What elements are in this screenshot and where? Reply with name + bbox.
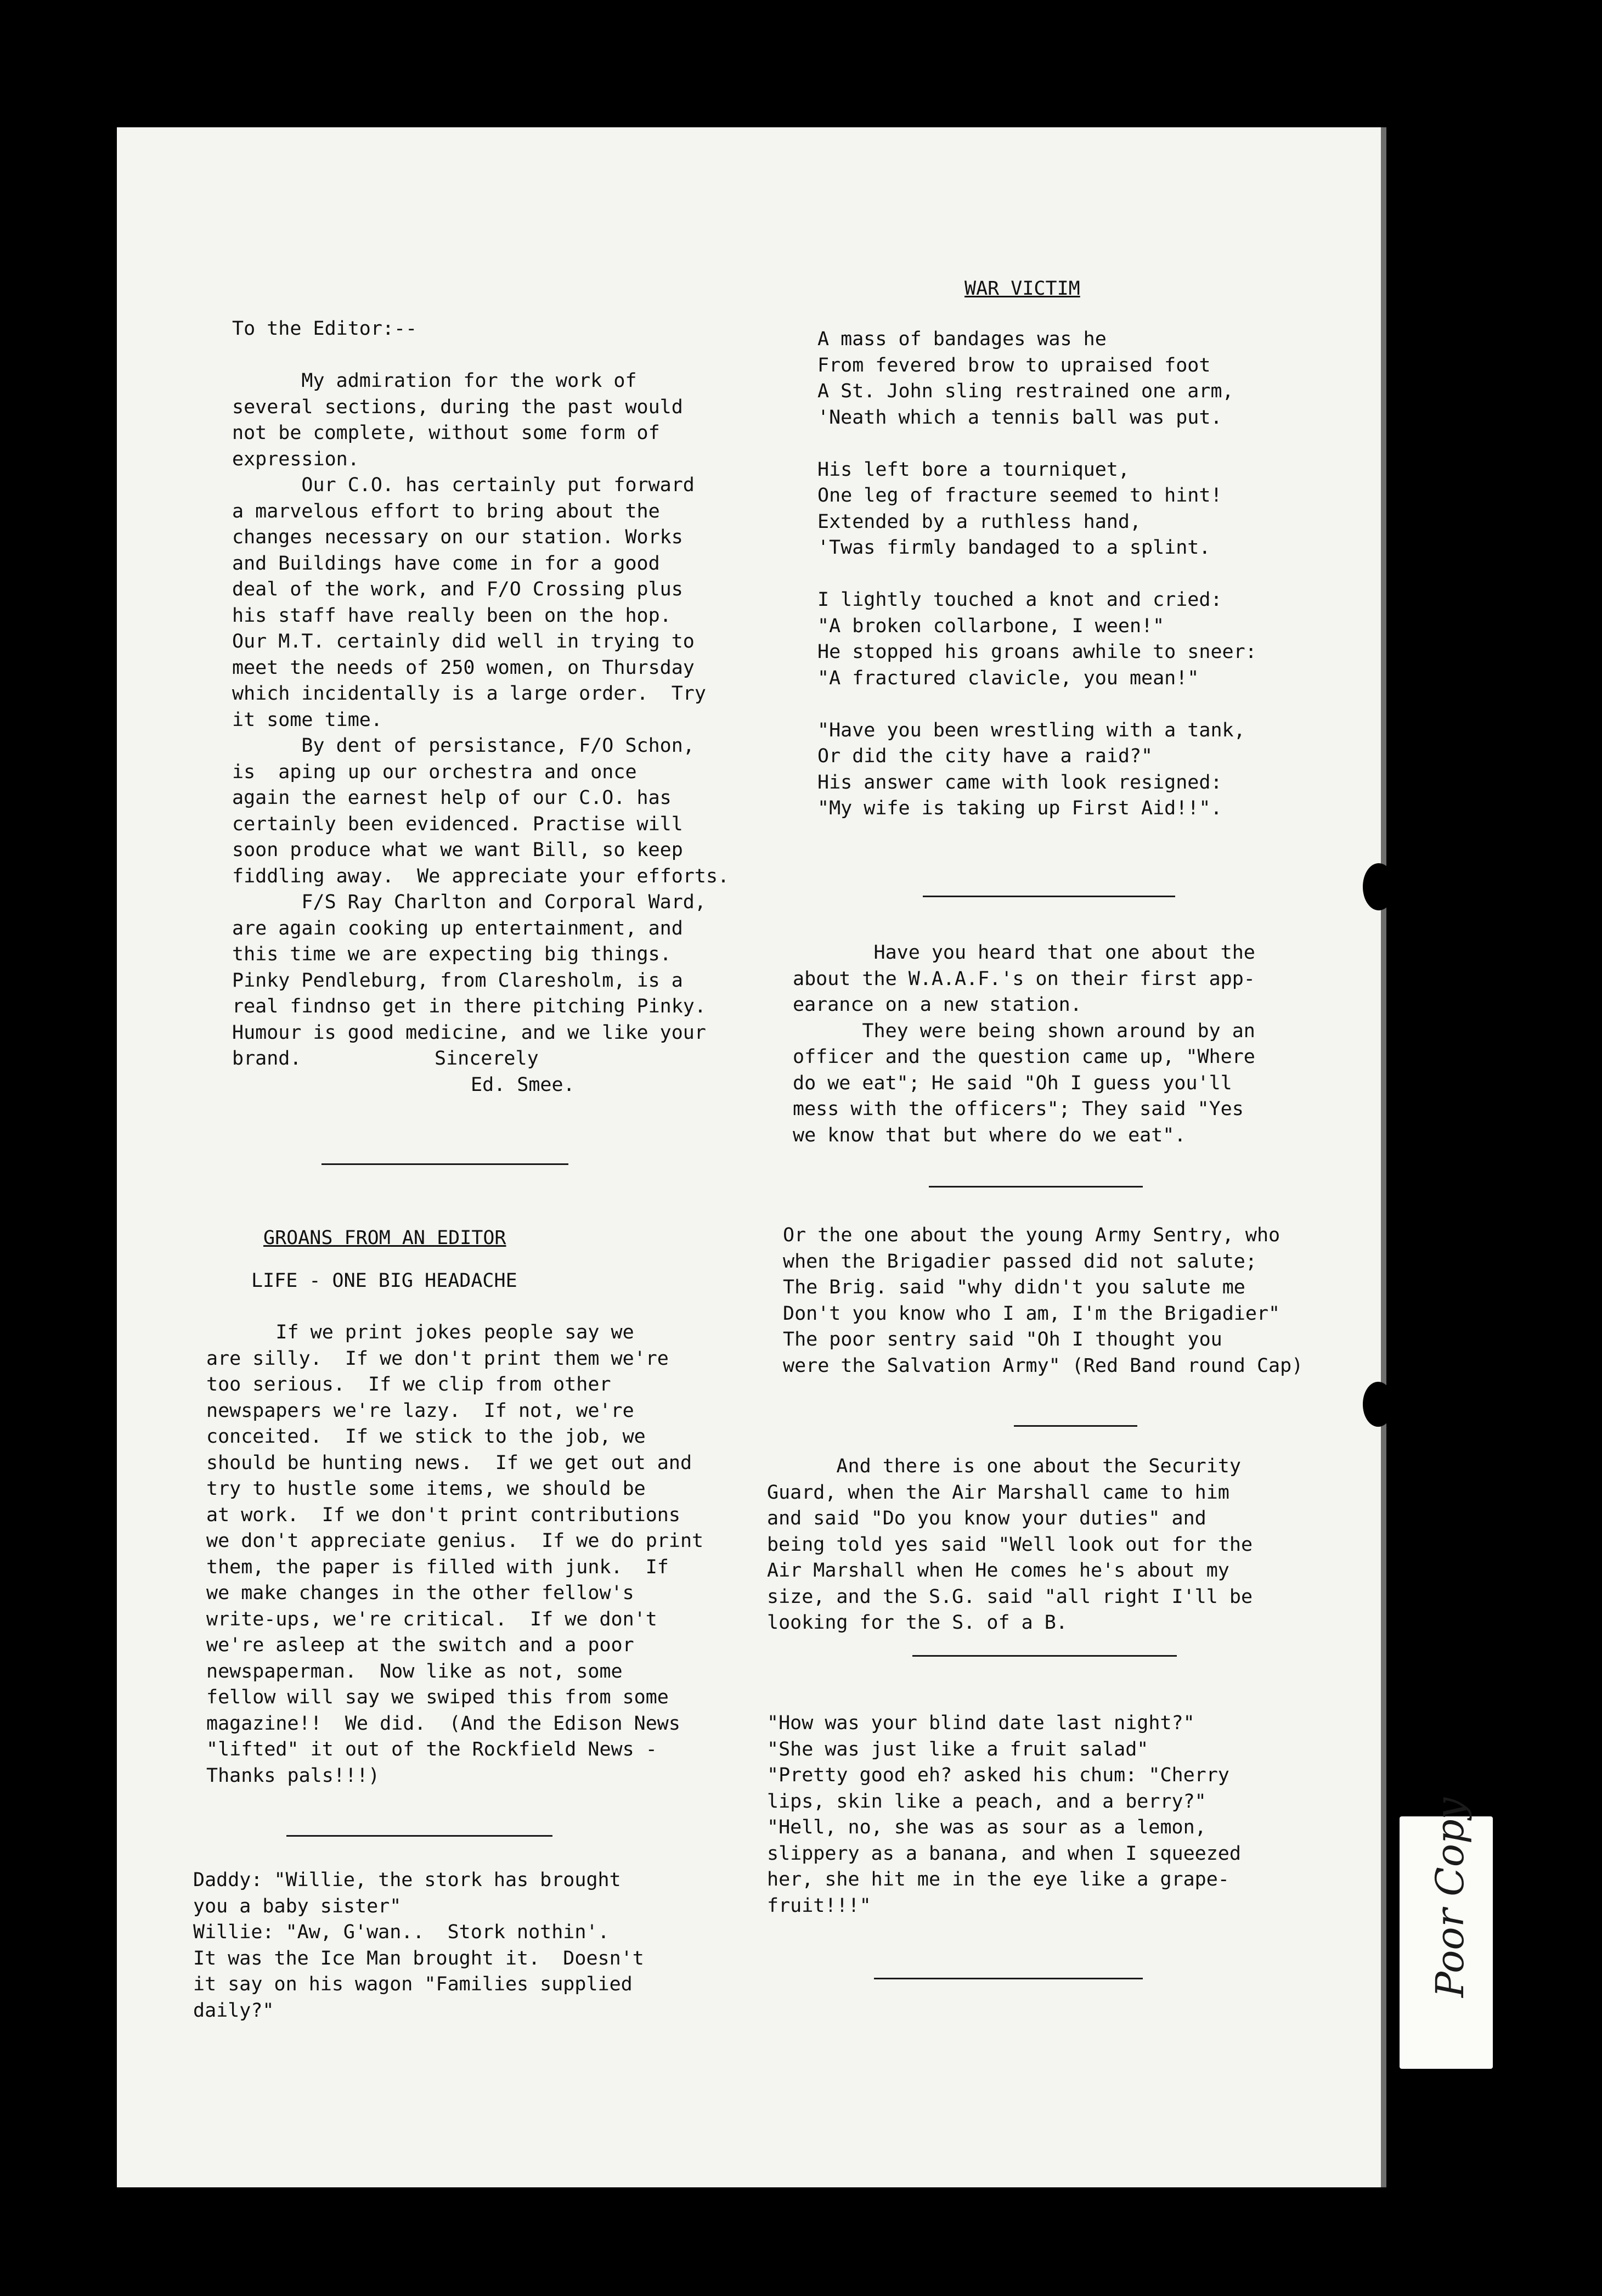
poem-line: 'Twas firmly bandaged to a splint. [817, 537, 1211, 559]
divider-rule [286, 1835, 552, 1837]
war-victim-title: WAR VICTIM [964, 278, 1080, 300]
groans-line: newspaperman. Now like as not, some [206, 1660, 623, 1682]
waaf-joke [793, 940, 1255, 1149]
poem-line: From fevered brow to upraised foot [817, 354, 1211, 376]
letter-line: a marvelous effort to bring about the [232, 500, 660, 522]
groans-line: should be hunting news. If we get out and [206, 1451, 692, 1474]
groans-line: try to hustle some items, we should be [206, 1478, 646, 1500]
groans-line: fellow will say we swiped this from some [206, 1686, 669, 1708]
poem-line: "A fractured clavicle, you mean!" [817, 667, 1199, 689]
letter-closing: Sincerely [435, 1048, 539, 1070]
poem-line: He stopped his groans awhile to sneer: [817, 641, 1257, 663]
waaf-joke-line: about the W.A.A.F.'s on their first app- [793, 967, 1255, 990]
war-victim-poem [817, 327, 1257, 822]
sentry-joke-line: were the Salvation Army" (Red Band round Cap) [783, 1354, 1304, 1377]
daddy-joke [193, 1867, 644, 2024]
divider-rule [1014, 1425, 1137, 1427]
poem-line: I lightly touched a knot and cried: [817, 589, 1222, 611]
poem-line [817, 691, 1257, 718]
letter-line: To the Editor:-- [232, 318, 418, 340]
groans-line: conceited. If we stick to the job, we [206, 1426, 646, 1448]
security-joke-line: size, and the S.G. said "all right I'll be [767, 1585, 1253, 1608]
security-joke-line: Air Marshall when He comes he's about my [767, 1560, 1229, 1582]
blind-date-joke-line: her, she hit me in the eye like a grape- [767, 1869, 1229, 1890]
letter-line: My admiration for the work of [232, 370, 637, 392]
groans-line: magazine!! We did. (And the Edison News [206, 1712, 680, 1735]
divider-rule [321, 1163, 568, 1165]
blind-date-joke-line: fruit!!!" [767, 1894, 871, 1917]
letter-line: certainly been evidenced. Practise will [232, 813, 683, 835]
poem-line: "My wife is taking up First Aid!!". [817, 797, 1222, 819]
poem-line: Extended by a ruthless hand, [817, 510, 1142, 533]
sentry-joke-line: when the Brigadier passed did not salute; [783, 1250, 1257, 1273]
ink-blot [1363, 1382, 1394, 1427]
letter-line [232, 342, 729, 369]
blind-date-joke-line: "She was just like a fruit salad" [767, 1738, 1149, 1760]
daddy-joke-line: daily?" [193, 1999, 274, 2022]
security-joke-line: And there is one about the Security [767, 1455, 1241, 1477]
letter-line: changes necessary on our station. Works [232, 526, 683, 548]
sentry-joke-line: Don't you know who I am, I'm the Brigadier" [783, 1302, 1281, 1325]
divider-rule [929, 1186, 1143, 1188]
letter-line: several sections, during the past would [232, 396, 683, 418]
archive-label-text: Poor Copy [1428, 1797, 1473, 1997]
letter-line: Humour is good medicine, and we like your [232, 1021, 706, 1044]
divider-rule [874, 1978, 1143, 1979]
groans-line: are silly. If we don't print them we're [206, 1347, 669, 1370]
poem-line: "Have you been wrestling with a tank, [817, 719, 1245, 741]
security-joke-line: looking for the S. of a B. [767, 1612, 1068, 1634]
letter-line: it some time. [232, 708, 382, 731]
security-joke-line: Guard, when the Air Marshall came to him [767, 1481, 1229, 1504]
groans-line: write-ups, we're critical. If we don't [206, 1608, 657, 1630]
waaf-joke-line: officer and the question came up, "Where [793, 1046, 1255, 1068]
poem-line [817, 431, 1257, 457]
waaf-joke-line: Have you heard that one about the [793, 942, 1255, 964]
letter-line: not be complete, without some form of [232, 422, 660, 444]
letter-line: deal of the work, and F/O Crossing plus [232, 578, 683, 600]
letter-line: and Buildings have come in for a good [232, 552, 660, 575]
groans-line: them, the paper is filled with junk. If [206, 1556, 669, 1578]
daddy-joke-line: Daddy: "Willie, the stork has brought [193, 1869, 621, 1891]
groans-line: we don't appreciate genius. If we do print [206, 1530, 704, 1552]
daddy-joke-line: it say on his wagon "Families supplied [193, 1973, 633, 1995]
poem-line [817, 561, 1257, 588]
groans-subtitle: LIFE - ONE BIG HEADACHE [251, 1270, 517, 1292]
sentry-joke-line: The Brig. said "why didn't you salute me [783, 1276, 1245, 1298]
groans-title: GROANS FROM AN EDITOR [263, 1227, 506, 1249]
poem-line: Or did the city have a raid?" [817, 745, 1153, 767]
poem-line: A mass of bandages was he [817, 328, 1107, 350]
poem-line: His answer came with look resigned: [817, 771, 1222, 794]
groans-line: If we print jokes people say we [206, 1321, 634, 1343]
poem-line: 'Neath which a tennis ball was put. [817, 406, 1222, 429]
letter-line: Our C.O. has certainly put forward [232, 474, 695, 496]
groans-line: "lifted" it out of the Rockfield News - [206, 1738, 657, 1760]
security-joke-line: and said "Do you know your duties" and [767, 1507, 1206, 1529]
letter-line: meet the needs of 250 women, on Thursday [232, 656, 695, 679]
waaf-joke-line: earance on a new station. [793, 994, 1082, 1016]
letter-line: Our M.T. certainly did well in trying to [232, 631, 695, 652]
security-joke [767, 1454, 1253, 1636]
blind-date-joke-line: "Hell, no, she was as sour as a lemon, [767, 1816, 1206, 1838]
sentry-joke [783, 1223, 1303, 1379]
divider-rule [912, 1655, 1177, 1657]
poem-line: His left bore a tourniquet, [817, 458, 1130, 481]
letter-to-editor [232, 264, 729, 1098]
waaf-joke-line: do we eat"; He said "Oh I guess you'll [793, 1072, 1232, 1094]
letter-line: again the earnest help of our C.O. has [232, 787, 672, 809]
letter-line: By dent of persistance, F/O Schon, [232, 735, 695, 757]
letter-body [232, 316, 729, 1072]
groans-line: too serious. If we clip from other [206, 1374, 611, 1395]
letter-line: his staff have really been on the hop. [232, 604, 672, 627]
waaf-joke-line: we know that but where do we eat". [793, 1124, 1186, 1146]
letter-signature: Ed. Smee. [471, 1074, 575, 1096]
blind-date-joke-line: "How was your blind date last night?" [767, 1712, 1195, 1734]
poem-line: A St. John sling restrained one arm, [817, 380, 1234, 402]
groans-line: at work. If we don't print contributions [206, 1504, 680, 1526]
ink-blot [1363, 863, 1395, 910]
poem-line: "A broken collarbone, I ween!" [817, 615, 1165, 637]
daddy-joke-line: you a baby sister" [193, 1895, 402, 1917]
sentry-joke-line: Or the one about the young Army Sentry, who [783, 1224, 1281, 1246]
letter-line: fiddling away. We appreciate your efforts. [232, 865, 730, 887]
groans-line: Thanks pals!!!) [206, 1764, 380, 1787]
letter-line: real findnso get in there pitching Pinky. [232, 995, 706, 1017]
daddy-joke-line: It was the Ice Man brought it. Doesn't [193, 1947, 644, 1969]
letter-line: this time we are expecting big things. [232, 943, 672, 965]
security-joke-line: being told yes said "Well look out for the [767, 1533, 1253, 1556]
letter-line: brand. [232, 1048, 302, 1070]
letter-line: which incidentally is a large order. Try [232, 683, 706, 705]
page-edge-shadow [1381, 127, 1386, 2187]
divider-rule [923, 896, 1175, 897]
blind-date-joke-line: "Pretty good eh? asked his chum: "Cherry [767, 1764, 1229, 1786]
sentry-joke-line: The poor sentry said "Oh I thought you [783, 1329, 1222, 1350]
groans-line: newspapers we're lazy. If not, we're [206, 1399, 634, 1422]
daddy-joke-line: Willie: "Aw, G'wan.. Stork nothin'. [193, 1921, 610, 1943]
groans-body [206, 1320, 703, 1789]
blind-date-joke-line: slippery as a banana, and when I squeezed [767, 1842, 1241, 1865]
letter-line: is aping up our orchestra and once [232, 761, 637, 783]
poem-line: One leg of fracture seemed to hint! [817, 485, 1222, 507]
letter-line: are again cooking up entertainment, and [232, 917, 683, 939]
blind-date-joke-line: lips, skin like a peach, and a berry?" [767, 1790, 1206, 1813]
letter-line: soon produce what we want Bill, so keep [232, 839, 683, 861]
letter-line: expression. [232, 448, 359, 470]
groans-line: we make changes in the other fellow's [206, 1582, 634, 1604]
waaf-joke-line: mess with the officers"; They said "Yes [793, 1098, 1244, 1120]
groans-line: we're asleep at the switch and a poor [206, 1634, 634, 1656]
waaf-joke-line: They were being shown around by an [793, 1020, 1255, 1042]
blind-date-joke [767, 1710, 1241, 1919]
letter-line: F/S Ray Charlton and Corporal Ward, [232, 891, 706, 913]
letter-line: Pinky Pendleburg, from Claresholm, is a [232, 969, 683, 992]
